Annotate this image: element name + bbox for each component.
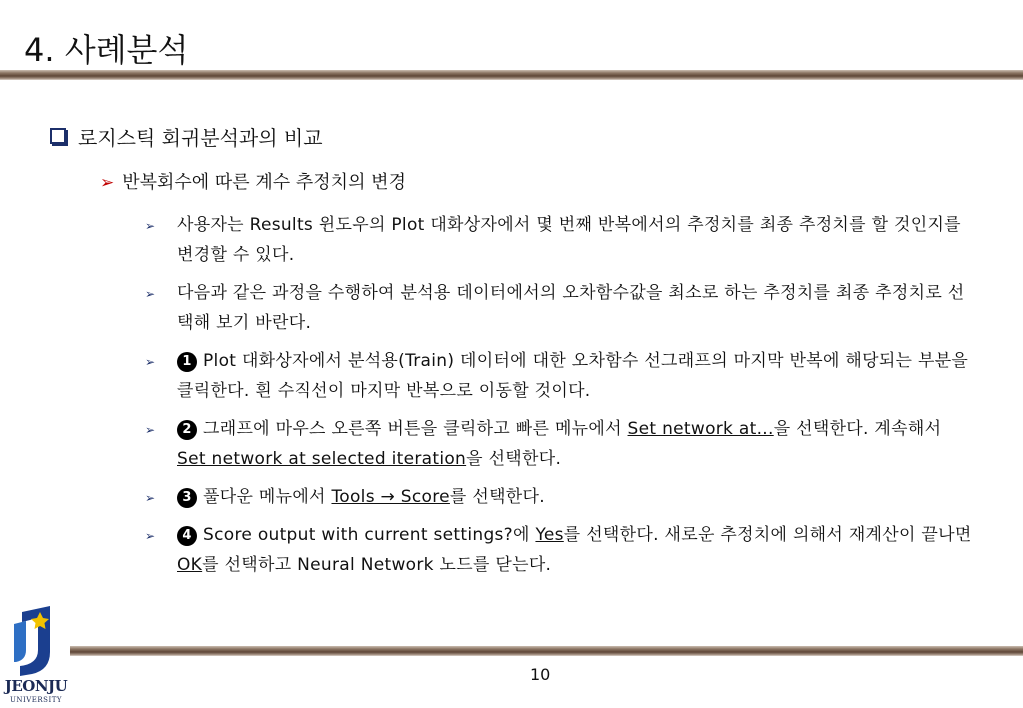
arrow-bullet-icon: ➢ [145,423,156,437]
subheading-text: 반복회수에 따른 계수 추정치의 변경 [122,172,406,193]
item-text: 을 선택한다. 계속해서 [773,419,942,439]
step-number-4-icon: 4 [177,526,197,546]
slide-title: 4. 사례분석 [24,31,189,69]
step-number-3-icon: 3 [177,488,197,508]
item-text: 를 선택한다. [449,487,545,507]
bottom-divider [70,646,1023,656]
list-item [145,520,975,580]
section-heading [50,124,323,152]
arrow-bullet-icon: ➢ [145,287,156,301]
list-item [145,414,975,474]
item-text: 를 선택한다. 새로운 추정치에 의해서 재계산이 끝나면 [563,525,972,545]
list-item [145,278,975,338]
list-item [145,482,975,512]
step-number-1-icon: 1 [177,352,197,372]
menu-reference: Tools → Score [331,487,450,507]
list-item [145,210,975,270]
list-item [145,346,975,406]
logo-wordmark: JEONJU [4,677,68,695]
step-number-2-icon: 2 [177,420,197,440]
section-heading-text: 로지스틱 회귀분석과의 비교 [78,126,323,150]
item-text: 풀다운 메뉴에서 [203,487,332,507]
section-subheading [100,170,406,196]
item-text: Plot 대화상자에서 분석용(Train) 데이터에 대한 오차함수 선그래프의 마지막 반복에 해당되는 부분을 클릭한다. 흰 수직선이 마지막 반복으로 이동할 것이다. [177,351,969,401]
menu-reference: Set network at selected iteration [177,449,467,469]
menu-reference: OK [177,555,203,575]
arrow-bullet-icon: ➢ [145,529,156,543]
arrow-bullet-icon: ➢ [145,491,156,505]
page-number: 10 [530,665,551,684]
item-text: 그래프에 마우스 오른쪽 버튼을 클릭하고 빠른 메뉴에서 [203,419,628,439]
menu-reference: Set network at... [627,419,774,439]
item-text: 을 선택한다. [466,449,562,469]
item-text: 를 선택하고 Neural Network 노드를 닫는다. [202,555,552,575]
arrow-bullet-icon: ➢ [145,355,156,369]
logo-subtext: UNIVERSITY [9,696,63,704]
top-divider [0,70,1023,80]
item-text: 다음과 같은 과정을 수행하여 분석용 데이터에서의 오차함수값을 최소로 하는 추정치를 최종 추정치로 선택해 보기 바란다. [177,283,965,333]
arrow-bullet-icon: ➢ [100,173,115,193]
item-text: Score output with current settings?에 [203,525,536,545]
arrow-bullet-icon: ➢ [145,219,156,233]
item-text: 사용자는 Results 윈도우의 Plot 대화상자에서 몇 번째 반복에서의 추정치를 최종 추정치를 할 것인지를 변경할 수 있다. [177,215,961,265]
bullet-list [145,210,975,588]
menu-reference: Yes [535,525,564,545]
checkbox-bullet-icon [50,128,66,144]
